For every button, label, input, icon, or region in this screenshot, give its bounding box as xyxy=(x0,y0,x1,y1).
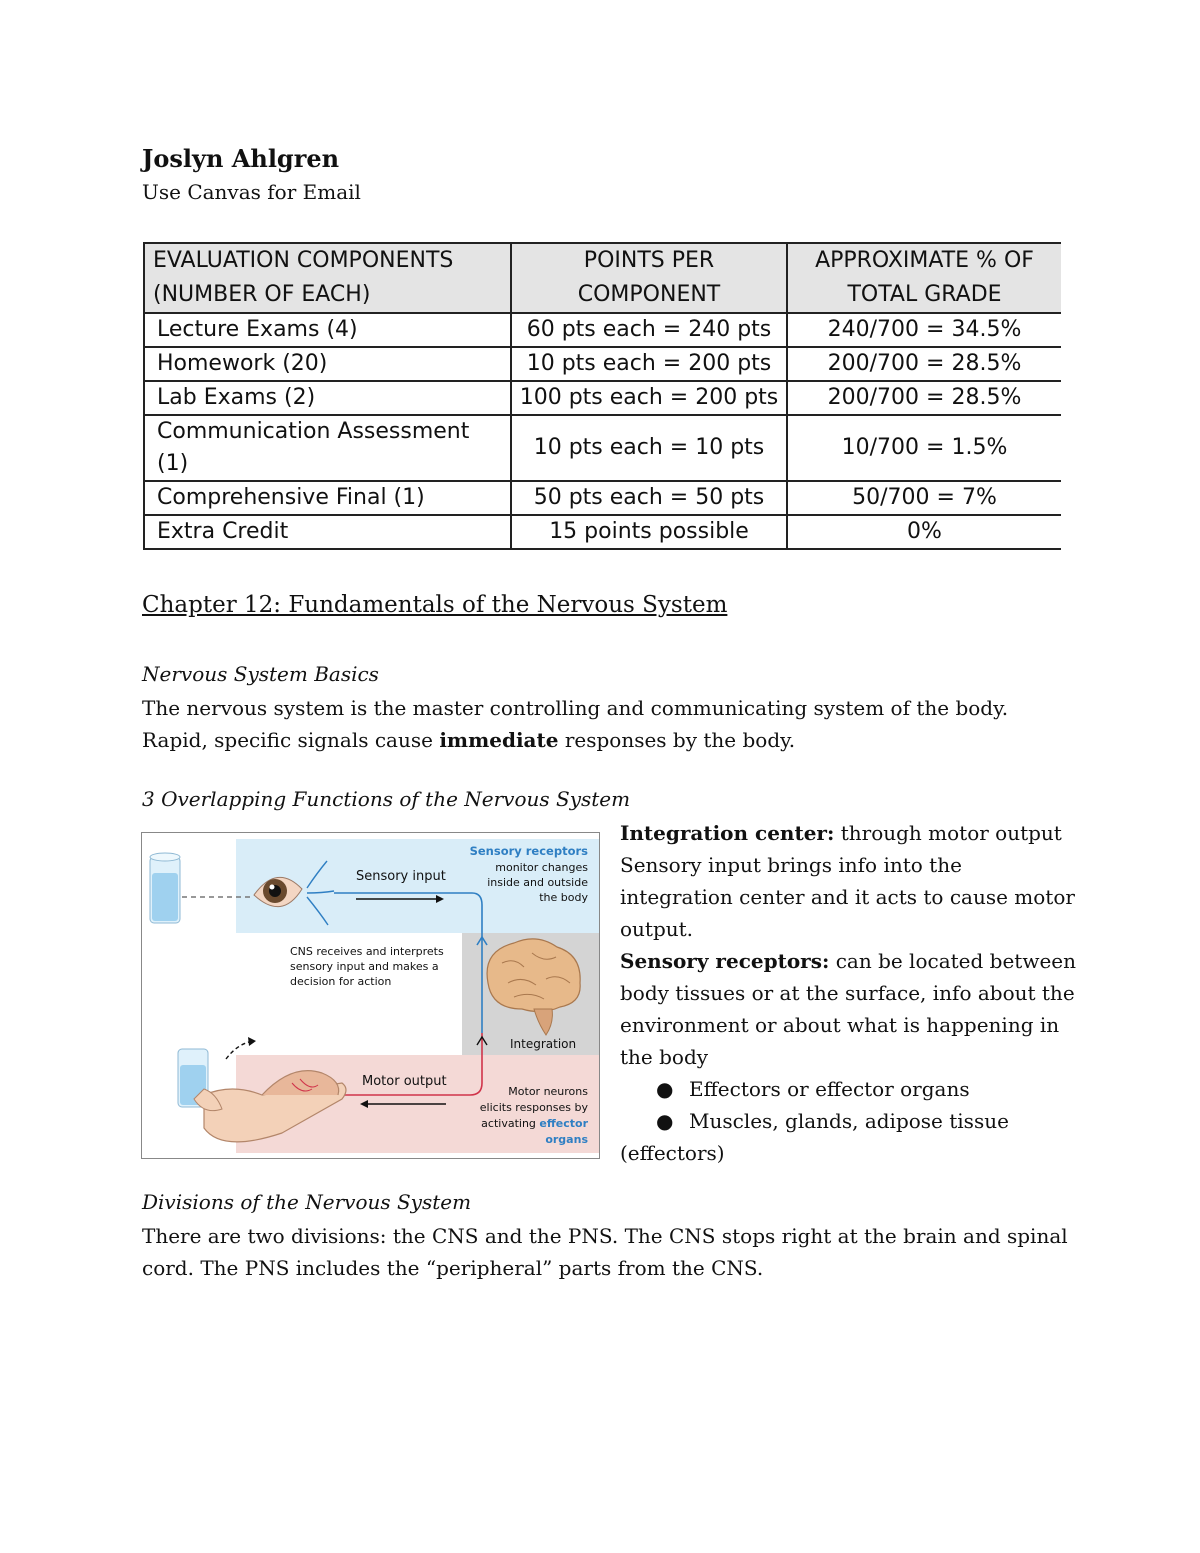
integration-label: Integration xyxy=(510,1037,577,1051)
hand-glass-icon xyxy=(178,1049,222,1111)
effector-list xyxy=(620,1073,1080,1137)
motor-text-line: elicits responses by xyxy=(479,1101,588,1114)
table-cell: Communication Assessment (1) xyxy=(144,415,511,481)
table-header-cell: POINTS PER COMPONENT xyxy=(511,243,787,313)
evaluation-table xyxy=(143,242,1061,550)
bullet-icon: ● xyxy=(656,1109,674,1133)
motor-text-line: Motor neurons xyxy=(508,1085,588,1098)
cns-text-line: sensory input and makes a xyxy=(290,960,439,973)
table-row xyxy=(144,347,1061,381)
table-cell: 240/700 = 34.5% xyxy=(787,313,1061,347)
list-item: ● Muscles, glands, adipose tissue xyxy=(620,1105,1080,1137)
table-cell: Homework (20) xyxy=(144,347,511,381)
table-cell: 200/700 = 28.5% xyxy=(787,381,1061,415)
section-heading-functions: 3 Overlapping Functions of the Nervous System xyxy=(142,787,631,811)
cns-text-line: CNS receives and interprets xyxy=(290,945,444,958)
table-cell: Lab Exams (2) xyxy=(144,381,511,415)
table-cell: 10 pts each = 10 pts xyxy=(511,415,787,481)
emphasis-text: immediate xyxy=(439,728,559,752)
motor-output-label: Motor output xyxy=(362,1074,447,1089)
table-row xyxy=(144,515,1061,549)
sensory-receptors-line: inside and outside xyxy=(487,876,588,889)
figure-notes xyxy=(620,817,1080,1169)
receptors-note: Sensory receptors: can be located between body tissues or at the surface, info about the environment or about what is happening in the body xyxy=(620,949,1077,1069)
table-cell: 10 pts each = 200 pts xyxy=(511,347,787,381)
table-row xyxy=(144,415,1061,481)
table-cell: 50/700 = 7% xyxy=(787,481,1061,515)
table-row xyxy=(144,313,1061,347)
effector-organs-word: organs xyxy=(545,1133,588,1146)
table-row xyxy=(144,381,1061,415)
motor-text-line: activating effector xyxy=(481,1117,588,1130)
list-item: ● Effectors or effector organs xyxy=(620,1073,1080,1105)
table-cell: Comprehensive Final (1) xyxy=(144,481,511,515)
table-header-row xyxy=(144,243,1061,313)
integration-note: Integration center: through motor output xyxy=(620,821,1062,845)
sensory-receptors-title: Sensory receptors xyxy=(469,844,588,858)
table-cell: 50 pts each = 50 pts xyxy=(511,481,787,515)
nervous-system-figure xyxy=(141,832,600,1159)
table-header-cell: APPROXIMATE % OF TOTAL GRADE xyxy=(787,243,1061,313)
sensory-receptors-line: monitor changes xyxy=(495,861,588,874)
section-heading-basics: Nervous System Basics xyxy=(142,662,379,686)
basics-paragraph: The nervous system is the master controlling and communicating system of the body. Rapid, specific signals cause immediate responses by the body. xyxy=(142,696,1009,752)
table-row xyxy=(144,481,1061,515)
table-cell: 10/700 = 1.5% xyxy=(787,415,1061,481)
effectors-trailing: (effectors) xyxy=(620,1141,725,1165)
table-cell: 100 pts each = 200 pts xyxy=(511,381,787,415)
table-cell: 60 pts each = 240 pts xyxy=(511,313,787,347)
sensory-info-note: Sensory input brings info into the integration center and it acts to cause motor output. xyxy=(620,853,1075,941)
table-cell: Extra Credit xyxy=(144,515,511,549)
sensory-input-label: Sensory input xyxy=(356,869,446,884)
bullet-icon: ● xyxy=(656,1077,674,1101)
cns-text-line: decision for action xyxy=(290,975,392,988)
author-name: Joslyn Ahlgren xyxy=(142,144,340,173)
water-glass-icon xyxy=(150,853,180,923)
table-cell: 0% xyxy=(787,515,1061,549)
table-cell: Lecture Exams (4) xyxy=(144,313,511,347)
chapter-title: Chapter 12: Fundamentals of the Nervous System xyxy=(142,592,728,618)
table-cell: 200/700 = 28.5% xyxy=(787,347,1061,381)
table-cell: 15 points possible xyxy=(511,515,787,549)
divisions-paragraph: There are two divisions: the CNS and the PNS. The CNS stops right at the brain and spinal cord. The PNS includes the “peripheral” parts from the CNS. xyxy=(142,1224,1068,1280)
table-header-cell: EVALUATION COMPONENTS (NUMBER OF EACH) xyxy=(144,243,511,313)
section-heading-divisions: Divisions of the Nervous System xyxy=(142,1190,472,1214)
sensory-receptors-line: the body xyxy=(539,891,588,904)
contact-note: Use Canvas for Email xyxy=(142,180,361,204)
